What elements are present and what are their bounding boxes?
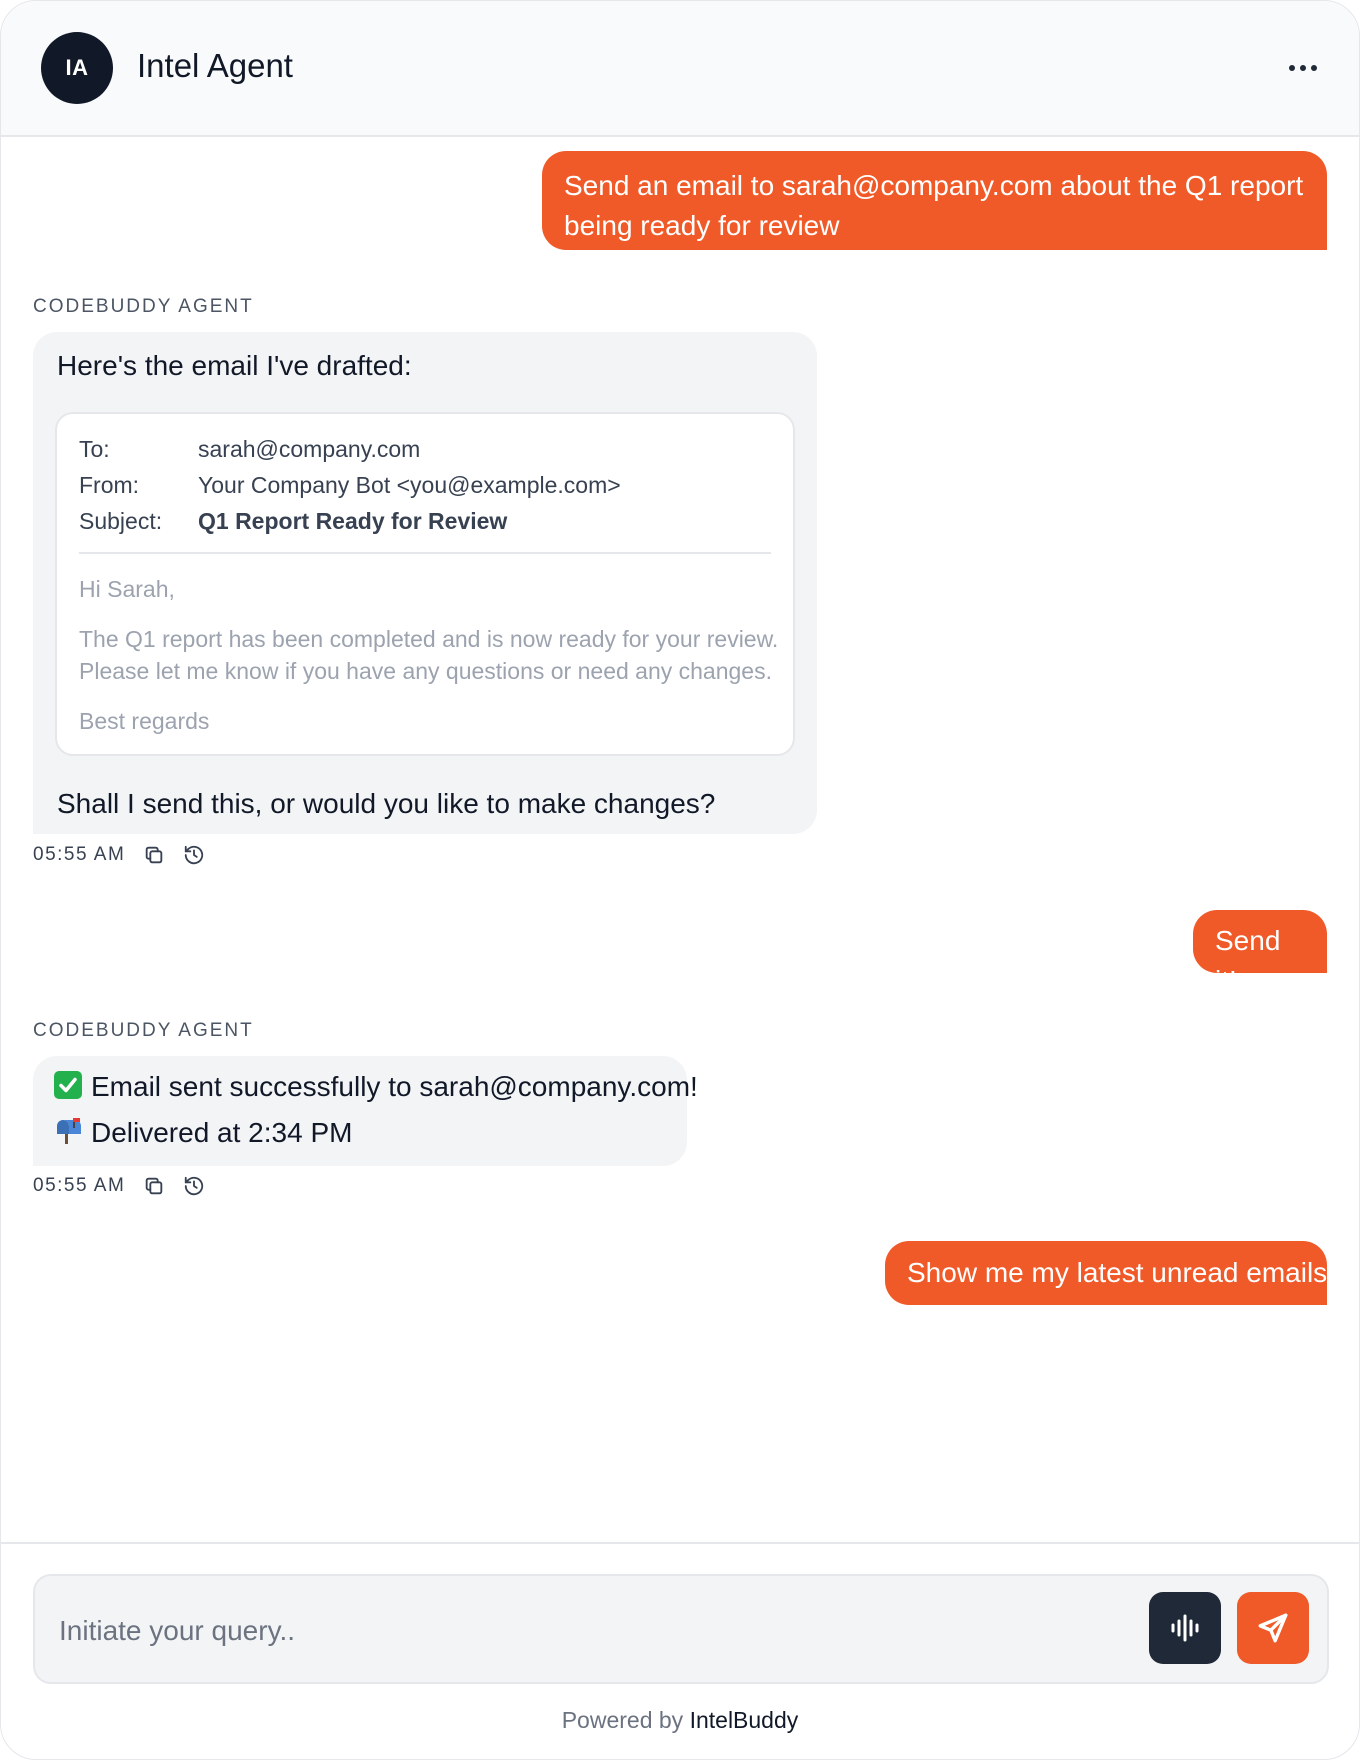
agent-status-text: Email sent successfully to sarah@company.com! — [91, 1071, 698, 1102]
agent-message-question: Shall I send this, or would you like to make changes? — [57, 788, 716, 819]
voice-input-button[interactable] — [1149, 1592, 1221, 1664]
query-input[interactable] — [57, 1602, 1061, 1660]
email-body-line-2: Please let me know if you have any questions or need any changes. — [79, 658, 772, 684]
footer-brand-link[interactable]: IntelBuddy — [689, 1707, 799, 1733]
email-to-label: To: — [79, 436, 110, 462]
check-mark-icon — [53, 1070, 83, 1100]
composer — [33, 1574, 1329, 1684]
agent-label: CODEBUDDY AGENT — [33, 1020, 254, 1041]
message-timestamp: 05:55 AM — [33, 1175, 126, 1196]
agent-delivery-text: Delivered at 2:34 PM — [91, 1117, 353, 1148]
copy-icon[interactable] — [143, 844, 165, 866]
user-message-text: Send an email to sarah@company.com about the Q1 report being ready for review — [564, 170, 1304, 241]
message-meta — [33, 1173, 205, 1199]
audio-waveform-icon — [1168, 1611, 1202, 1645]
email-subject-value: Q1 Report Ready for Review — [198, 508, 508, 534]
agent-message — [33, 332, 817, 834]
email-from-label: From: — [79, 472, 140, 498]
agent-label: CODEBUDDY AGENT — [33, 296, 254, 317]
email-from-value: Your Company Bot <you@example.com> — [198, 472, 621, 498]
agent-message-intro: Here's the email I've drafted: — [57, 350, 412, 381]
email-greeting: Hi Sarah, — [79, 576, 175, 602]
agent-delivery-line — [53, 1116, 352, 1149]
email-subject-label: Subject: — [79, 508, 163, 534]
email-divider — [79, 552, 771, 554]
footer — [1, 1707, 1359, 1734]
agent-message — [33, 1056, 698, 1166]
email-signoff: Best regards — [79, 708, 210, 734]
send-icon — [1256, 1611, 1290, 1645]
message-meta — [33, 842, 205, 868]
more-options-button[interactable] — [1281, 51, 1325, 85]
user-message — [1193, 910, 1327, 996]
mailbox-icon — [53, 1116, 83, 1146]
user-message — [542, 151, 1327, 250]
message-timestamp: 05:55 AM — [33, 844, 126, 865]
history-icon[interactable] — [183, 844, 205, 866]
user-message — [885, 1241, 1327, 1305]
composer-divider — [1, 1542, 1359, 1544]
send-button[interactable] — [1237, 1592, 1309, 1664]
user-message-text: Send it! — [1215, 925, 1281, 996]
user-message-text: Show me my latest unread emails — [907, 1257, 1328, 1288]
footer-prefix: Powered by — [561, 1707, 684, 1733]
agent-status-line — [53, 1070, 698, 1103]
avatar: IA — [41, 32, 113, 104]
more-horizontal-icon — [1289, 65, 1317, 71]
email-body-line-1: The Q1 report has been completed and is now ready for your review. — [79, 626, 779, 652]
email-preview-card — [55, 412, 795, 756]
email-to-value: sarah@company.com — [198, 436, 421, 462]
page-title: Intel Agent — [137, 47, 293, 84]
chat-header — [1, 1, 1359, 137]
copy-icon[interactable] — [143, 1175, 165, 1197]
history-icon[interactable] — [183, 1175, 205, 1197]
